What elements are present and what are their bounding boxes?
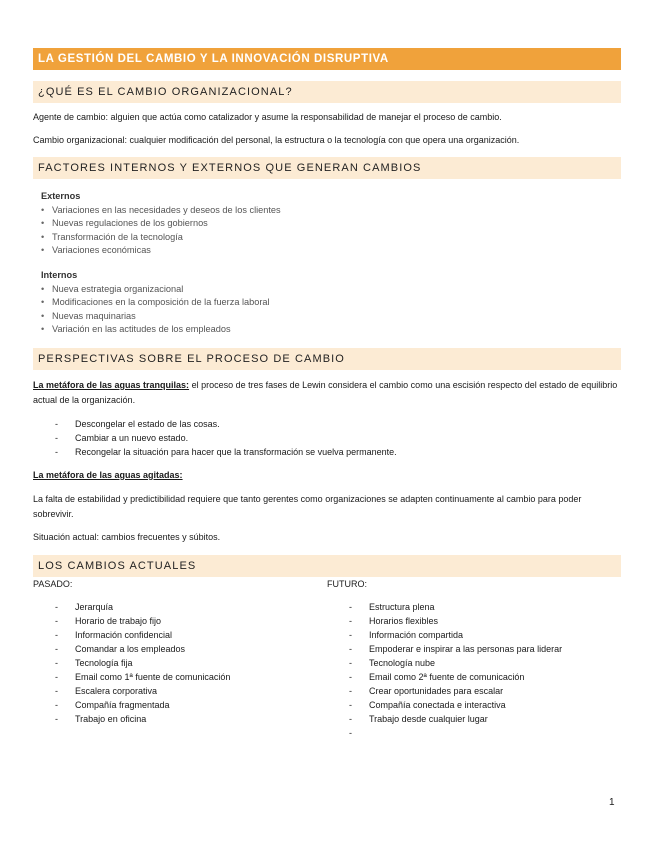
- list-item: - Tecnología fija: [55, 656, 327, 670]
- pasado-label: PASADO:: [33, 578, 73, 589]
- list-item: - Horarios flexibles: [349, 614, 621, 628]
- paragraph-cambio-organizacional: Cambio organizacional: cualquier modificación del personal, la estructura o la tecnología con que opera una organización.: [33, 135, 520, 145]
- paragraph-aguas-tranquilas: La metáfora de las aguas tranquilas: el proceso de tres fases de Lewin considera el cambio como una escisión respecto del estado de equilibrio actual de la organización.: [33, 379, 618, 405]
- list-item: - Horario de trabajo fijo: [55, 614, 327, 628]
- aguas-tranquilas-label: La metáfora de las aguas tranquilas:: [33, 379, 190, 390]
- list-item: - Empoderar e inspirar a las personas para liderar: [349, 642, 621, 656]
- externos-item: • Variaciones en las necesidades y deseos de los clientes: [41, 204, 621, 218]
- futuro-label: FUTURO:: [327, 578, 367, 589]
- pasado-column: [33, 577, 327, 726]
- internos-item: • Nuevas maquinarias: [41, 310, 621, 324]
- futuro-list: [327, 600, 621, 726]
- cambios-columns: [33, 577, 621, 726]
- externos-item: • Transformación de la tecnología: [41, 231, 621, 245]
- paragraph-situacion-actual: Situación actual: cambios frecuentes y súbitos.: [33, 531, 221, 542]
- list-item: - Compañía conectada e interactiva: [349, 698, 621, 712]
- paragraph-aguas-agitadas: La falta de estabilidad y predictibilidad requiere que tanto gerentes como organizaciones se adapten continuamente al cambio para poder sobrevivir.: [33, 493, 582, 519]
- list-item: - Cambiar a un nuevo estado.: [55, 431, 621, 445]
- document-title: LA GESTIÓN DEL CAMBIO Y LA INNOVACIÓN DISRUPTIVA: [33, 48, 621, 70]
- lewin-steps-list: [33, 417, 621, 459]
- list-item: - Crear oportunidades para escalar: [349, 684, 621, 698]
- futuro-column: [327, 577, 621, 726]
- pasado-list: [33, 600, 327, 726]
- externos-title: Externos: [41, 191, 81, 201]
- list-item: - Descongelar el estado de las cosas.: [55, 417, 621, 431]
- externos-item: • Variaciones económicas: [41, 244, 621, 258]
- page-number: 1: [609, 797, 615, 808]
- list-item: - Email como 1ª fuente de comunicación: [55, 670, 327, 684]
- list-item: - Estructura plena: [349, 600, 621, 614]
- internos-item: • Variación en las actitudes de los empleados: [41, 323, 621, 337]
- list-item: - Trabajo en oficina: [55, 712, 327, 726]
- list-item: - Información confidencial: [55, 628, 327, 642]
- list-item: - Recongelar la situación para hacer que la transformación se vuelva permanente.: [55, 445, 621, 459]
- list-item: - Compañía fragmentada: [55, 698, 327, 712]
- list-item: - Trabajo desde cualquier lugar: [349, 712, 621, 726]
- section-heading-cambio-organizacional: ¿QUÉ ES EL CAMBIO ORGANIZACIONAL?: [33, 81, 621, 103]
- list-item: - Email como 2ª fuente de comunicación: [349, 670, 621, 684]
- section-heading-factores: FACTORES INTERNOS Y EXTERNOS QUE GENERAN CAMBIOS: [33, 157, 621, 179]
- list-item: - Escalera corporativa: [55, 684, 327, 698]
- section-heading-perspectivas: PERSPECTIVAS SOBRE EL PROCESO DE CAMBIO: [33, 348, 621, 370]
- list-item: - Tecnología nube: [349, 656, 621, 670]
- internos-item: • Nueva estrategia organizacional: [41, 283, 621, 297]
- list-item: - Comandar a los empleados: [55, 642, 327, 656]
- document-page: [33, 48, 621, 726]
- list-item: - Información compartida: [349, 628, 621, 642]
- section-heading-cambios-actuales: LOS CAMBIOS ACTUALES: [33, 555, 621, 577]
- externos-item: • Nuevas regulaciones de los gobiernos: [41, 217, 621, 231]
- aguas-agitadas-label: La metáfora de las aguas agitadas:: [33, 469, 183, 480]
- list-item: - Jerarquía: [55, 600, 327, 614]
- internos-title: Internos: [41, 269, 78, 280]
- paragraph-agente-de-cambio: Agente de cambio: alguien que actúa como catalizador y asume la responsabilidad de manejar el proceso de cambio.: [33, 112, 502, 122]
- factores-image-block: [33, 190, 621, 337]
- internos-item: • Modificaciones en la composición de la fuerza laboral: [41, 296, 621, 310]
